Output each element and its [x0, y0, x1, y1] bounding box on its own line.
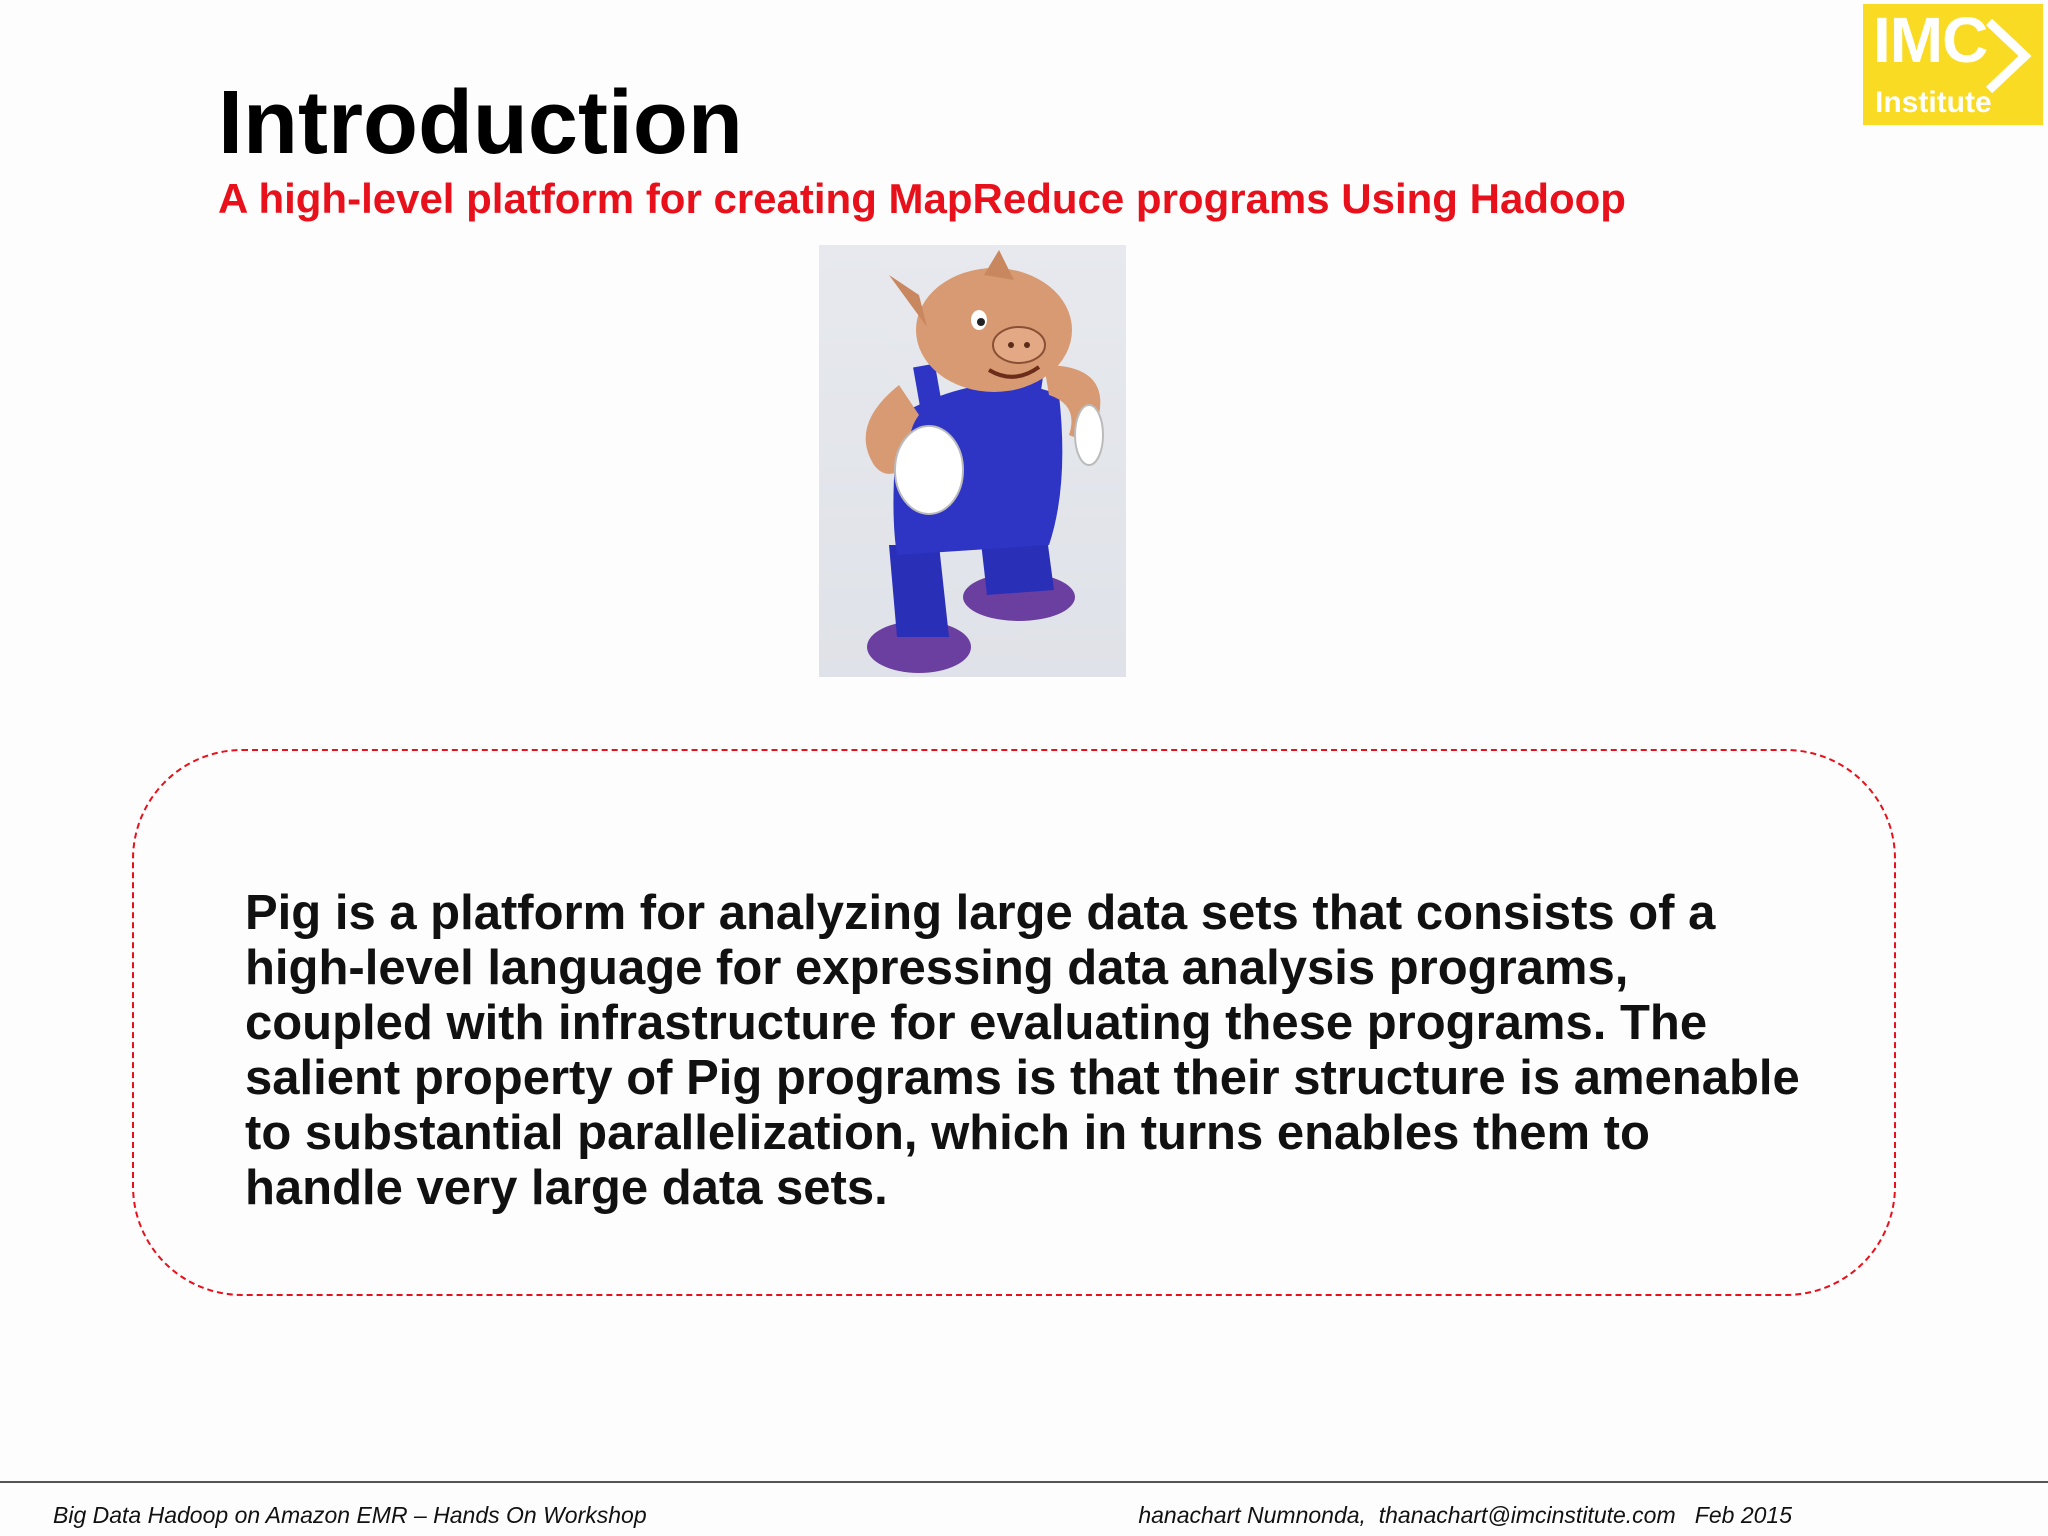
logo-chevron-icon [1981, 16, 2041, 96]
footer-divider [0, 1481, 2048, 1483]
footer-author-info: hanachart Numnonda, thanachart@imcinstitute.com Feb 2015 [1138, 1502, 1792, 1528]
logo-sub-text: Institute [1875, 86, 1992, 119]
logo-main-text: IMC [1873, 4, 1988, 76]
slide-title: Introduction [218, 73, 743, 173]
pig-mascot-image [819, 245, 1126, 677]
footer-workshop-title: Big Data Hadoop on Amazon EMR – Hands On Workshop [53, 1502, 647, 1528]
description-text: Pig is a platform for analyzing large data sets that consists of a high-level language for expressing data analysis programs, coupled with infrastructure for evaluating these programs. The salient property of Pig programs is that their structure is amenable to substantial parallelization, which in turns enables them to handle very large data sets. [245, 886, 1800, 1215]
slide-subtitle: A high-level platform for creating MapReduce programs Using Hadoop [218, 175, 1626, 222]
imc-institute-logo [1863, 4, 2043, 125]
pig-mascot-icon [819, 245, 1126, 677]
